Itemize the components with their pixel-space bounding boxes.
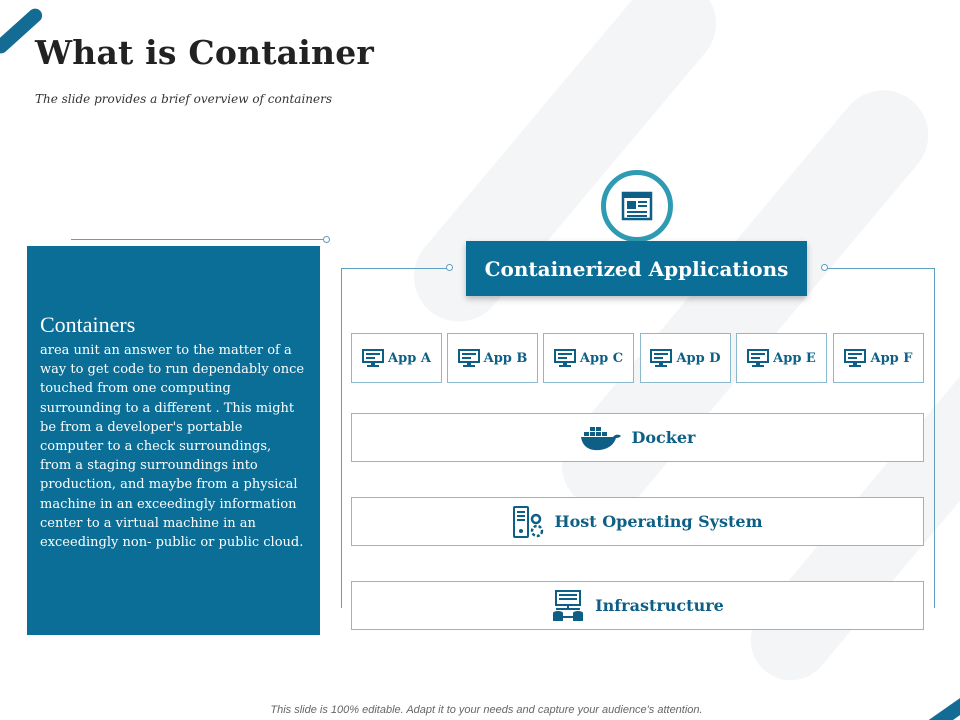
frame-dot-right [821, 264, 828, 271]
monitor-icon [650, 349, 672, 367]
docker-layer [351, 413, 924, 462]
app-label: App D [676, 350, 721, 366]
containerized-applications-banner: Containerized Applications [466, 241, 807, 296]
infrastructure-label: Infrastructure [595, 596, 724, 615]
left-connector-line [71, 239, 323, 240]
left-connector-dot [323, 236, 330, 243]
docker-whale-icon [580, 424, 622, 452]
app-box-a [351, 333, 442, 383]
containers-description: area unit an answer to the matter of a way to get code to run dependably once touched from one computing surrounding to a different . This might be from a developer's portable computer to a check surroundings, from a staging surroundings into production, and maybe from a physical machine in an exceedingly information center to a virtual machine in an exceedingly non- public or public cloud. [40, 343, 305, 551]
page-subtitle: The slide provides a brief overview of containers [35, 92, 333, 106]
webpage-icon [621, 190, 653, 222]
webpage-icon-badge [601, 170, 673, 242]
frame-top-right-line [826, 268, 935, 269]
monitor-icon [362, 349, 384, 367]
app-label: App E [773, 350, 816, 366]
host-os-label: Host Operating System [554, 512, 763, 531]
app-label: App C [579, 350, 624, 366]
frame-left-line [341, 268, 342, 608]
app-label: App F [870, 350, 913, 366]
app-box-b [447, 333, 538, 383]
app-box-e [736, 333, 827, 383]
footer-note: This slide is 100% editable. Adapt it to your needs and capture your audience's attention. [270, 704, 703, 716]
monitor-icon [458, 349, 480, 367]
monitor-icon [747, 349, 769, 367]
app-box-f [833, 333, 924, 383]
page-title: What is Container [35, 33, 374, 72]
host-os-layer [351, 497, 924, 546]
frame-right-line [934, 268, 935, 608]
docker-label: Docker [631, 428, 696, 447]
app-box-d [640, 333, 731, 383]
containers-info-panel [27, 246, 320, 635]
app-label: App A [388, 350, 431, 366]
frame-dot-left [446, 264, 453, 271]
monitor-icon [554, 349, 576, 367]
containers-heading: Containers [40, 312, 136, 337]
infrastructure-layer [351, 581, 924, 630]
server-gear-icon [512, 505, 544, 539]
frame-top-left-line [341, 268, 448, 269]
monitor-icon [844, 349, 866, 367]
app-box-c [543, 333, 634, 383]
database-server-icon [551, 589, 585, 623]
app-label: App B [483, 350, 528, 366]
